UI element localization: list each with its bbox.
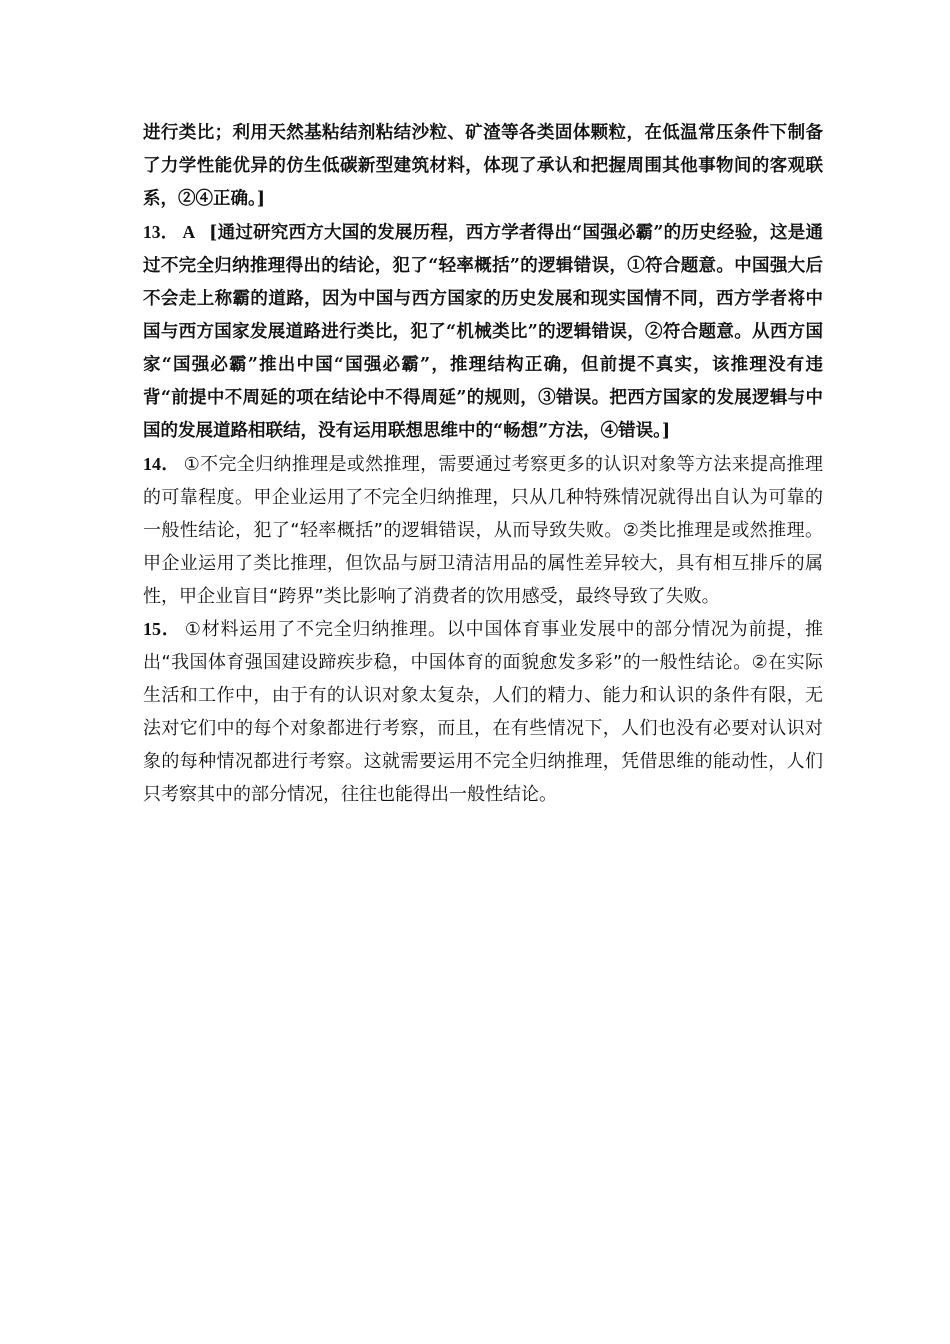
answer-text: ①不完全归纳推理是或然推理，需要通过考察更多的认识对象等方法来提高推理的可靠程度。甲企业运用了不完全归纳推理，只从几种特殊情况就得出自认为可靠的一般性结论，犯了“轻率概括”的逻辑错误，从而导致失败。②类比推理是或然推理。甲企业运用了类比推理，但饮品与厨卫清洁用品的属性差异较大，具有相互排斥的属性，甲企业盲目“跨界”类比影响了消费者的饮用感受，最终导致了失败。 xyxy=(143,454,824,607)
answer-text: ①材料运用了不完全归纳推理。以中国体育事业发展中的部分情况为前提，推出“我国体育强国建设蹄疾步稳，中国体育的面貌愈发多彩”的一般性结论。②在实际生活和工作中，由于有的认识对象太复杂，人们的精力、能力和认识的条件有限，无法对它们中的每个对象都进行考察，而且，在有些情况下，人们也没有必要对认识对象的每种情况都进行考察。这就需要运用不完全归纳推理，凭借思维的能动性，人们只考察其中的部分情况，往往也能得出一般性结论。 xyxy=(143,619,824,805)
answer-14 xyxy=(143,448,823,613)
answer-choice: A xyxy=(182,222,196,242)
answer-explanation: [通过研究西方大国的发展历程，西方学者得出“国强必霸”的历史经验，这是通过不完全归纳推理得出的结论，犯了“轻率概括”的逻辑错误，①符合题意。中国强大后不会走上称霸的道路，因为中国与西方国家的历史发展和现实国情不同，西方学者将中国与西方国家发展道路进行类比，犯了“机械类比”的逻辑错误，②符合题意。从西方国家“国强必霸”推出中国“国强必霸”，推理结构正确，但前提不真实，该推理没有违背“前提中不周延的项在结论中不得周延”的规则，③错误。把西方国家的发展逻辑与中国的发展道路相联结，没有运用联想思维中的“畅想”方法，④错误。] xyxy=(143,223,824,441)
answer-15 xyxy=(143,613,823,811)
question-number: 13． xyxy=(143,222,179,242)
question-number: 14． xyxy=(143,454,180,474)
answer-12-continuation: 进行类比；利用天然基粘结剂粘结沙粒、矿渣等各类固体颗粒，在低温常压条件下制备了力学性能优异的仿生低碳新型建筑材料，体现了承认和把握周围其他事物间的客观联系，②④正确。] xyxy=(143,123,823,209)
answer-13 xyxy=(143,216,823,448)
document-page xyxy=(143,117,823,811)
question-number: 15． xyxy=(143,619,181,639)
